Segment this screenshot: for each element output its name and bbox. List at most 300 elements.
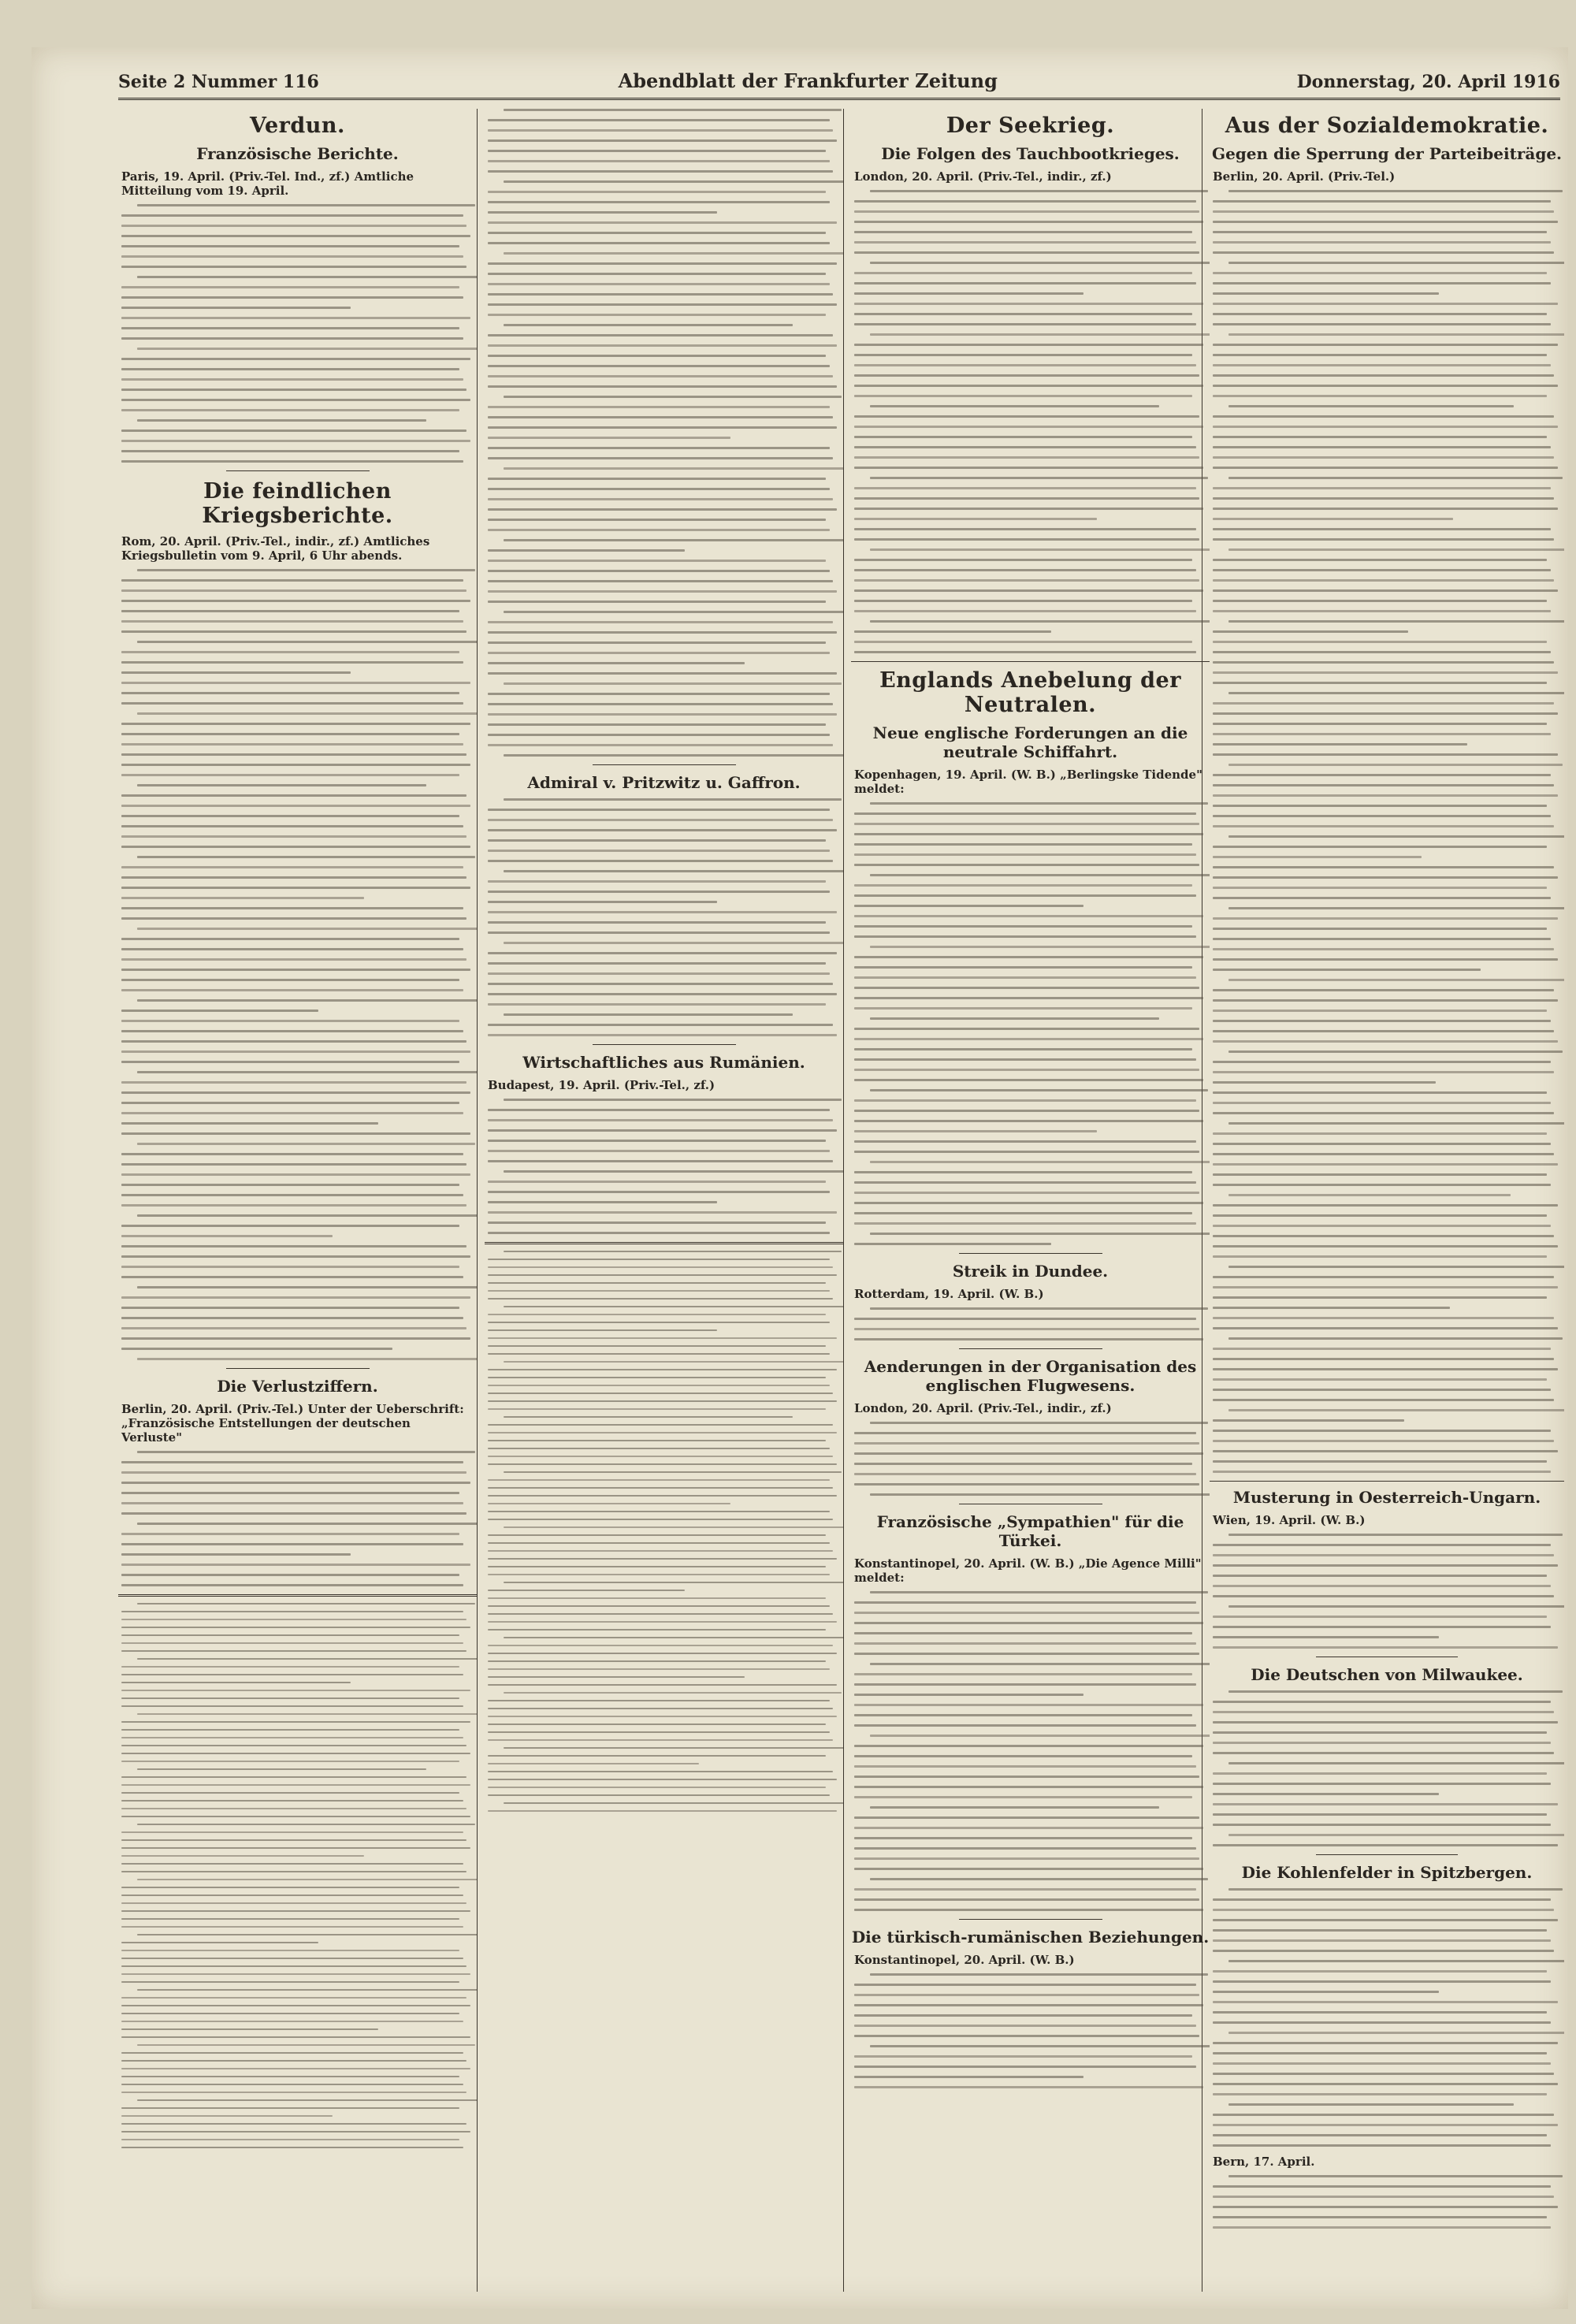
text-line: [504, 1251, 842, 1252]
text-line: [1228, 333, 1564, 336]
text-line: [1213, 1919, 1558, 1921]
text-line: [1228, 1194, 1511, 1196]
text-line: [488, 1558, 837, 1560]
text-line: [488, 1329, 717, 1331]
text-line: [121, 1847, 470, 1849]
text-line: [137, 1824, 475, 1825]
text-line: [121, 2013, 459, 2014]
text-line: [1213, 538, 1554, 541]
text-line: [121, 1965, 466, 1967]
article-body: [1210, 2175, 1564, 2229]
text-line: [137, 348, 477, 350]
text-line: [121, 1091, 470, 1094]
article-dateline: Wien, 19. April. (W. B.): [1213, 1513, 1366, 1527]
text-line: [121, 2036, 470, 2038]
text-line: [488, 560, 826, 562]
text-line: [1213, 436, 1547, 438]
text-line: [121, 235, 470, 237]
text-line: [1213, 1153, 1554, 1155]
newspaper-page: [32, 47, 1568, 2309]
text-line: [854, 1069, 1199, 1071]
text-line: [1213, 241, 1551, 244]
article-dateline: Konstantinopel, 20. April. (W. B.) „Die Agence Milli" meldet:: [854, 1556, 1202, 1585]
article-dateline: Rom, 20. April. (Priv.-Tel., indir., zf.) Amtliches Kriegsbulletin vom 9. April, 6 Uhr abends.: [121, 534, 430, 563]
text-line: [137, 1658, 477, 1660]
text-line: [121, 1887, 459, 1888]
text-line: [488, 303, 837, 306]
text-line: [1213, 1030, 1554, 1032]
text-line: [1228, 692, 1564, 694]
text-line: [1228, 907, 1564, 909]
text-line: [488, 911, 837, 913]
text-line: [121, 1863, 463, 1865]
text-line: [488, 1723, 826, 1725]
text-line: [854, 1243, 1051, 1245]
text-line: [121, 389, 466, 391]
text-line: [1213, 497, 1554, 500]
text-line: [1228, 1122, 1564, 1125]
text-line: [488, 672, 837, 675]
text-line: [488, 1534, 826, 1536]
text-line: [488, 1495, 837, 1497]
text-line: [488, 641, 826, 644]
text-line: [488, 1290, 830, 1292]
text-line: [488, 283, 830, 285]
text-line: [488, 652, 830, 654]
text-line: [854, 487, 1196, 489]
text-line: [854, 1028, 1199, 1030]
text-line: [488, 744, 833, 746]
text-line: [1213, 671, 1558, 674]
text-line: [137, 856, 475, 858]
article-heading: Englands Anebelung der Neutralen.: [879, 668, 1181, 717]
article-dateline: Berlin, 20. April. (Priv.-Tel.): [1213, 169, 1396, 184]
text-line: [1213, 1898, 1551, 1901]
text-line: [1213, 456, 1554, 459]
text-line: [1213, 1430, 1551, 1432]
text-line: [1213, 1307, 1450, 1309]
text-line: [504, 1526, 843, 1528]
text-line: [1213, 2144, 1551, 2147]
text-line: [121, 1584, 463, 1586]
text-line: [121, 1102, 459, 1104]
text-line: [121, 1553, 351, 1556]
text-line: [1213, 303, 1558, 305]
text-line: [1213, 2206, 1558, 2208]
text-line: [121, 1674, 463, 1675]
article-body: [485, 798, 843, 1036]
text-line: [854, 1442, 1199, 1445]
text-line: [488, 631, 837, 634]
text-line: [137, 641, 477, 643]
text-line: [488, 1034, 837, 1036]
article-heading: Die Kohlenfelder in Spitzbergen.: [1241, 1863, 1533, 1882]
text-line: [121, 460, 463, 463]
text-line: [488, 1810, 837, 1812]
text-line: [121, 948, 463, 950]
text-line: [1213, 559, 1547, 561]
text-line: [488, 1645, 833, 1646]
text-line: [870, 1422, 1208, 1424]
text-line: [488, 1771, 833, 1772]
text-line: [121, 846, 470, 848]
text-line: [1213, 1711, 1554, 1713]
text-line: [854, 497, 1199, 500]
text-line: [1213, 569, 1551, 571]
text-line: [121, 2028, 378, 2030]
text-line: [137, 712, 477, 715]
text-line: [137, 1071, 477, 1073]
text-line: [854, 1622, 1203, 1624]
text-line: [1213, 712, 1558, 715]
article-heading: Französische „Sympathien" für die Türkei.: [876, 1512, 1184, 1550]
text-line: [121, 969, 470, 971]
text-line: [1228, 979, 1564, 981]
text-line: [1228, 835, 1564, 838]
text-line: [1213, 1399, 1554, 1401]
text-line: [121, 1650, 466, 1652]
text-line: [488, 355, 826, 357]
text-line: [1213, 1296, 1547, 1299]
text-line: [1228, 1960, 1564, 1962]
text-line: [121, 887, 470, 889]
text-line: [504, 1170, 843, 1173]
text-line: [504, 1013, 793, 1016]
text-line: [121, 1895, 463, 1896]
text-line: [1213, 1803, 1558, 1805]
text-line: [137, 1713, 477, 1715]
text-line: [1213, 1544, 1551, 1546]
text-line: [1213, 528, 1551, 530]
text-line: [1213, 2062, 1551, 2065]
text-line: [488, 1668, 830, 1670]
text-line: [854, 344, 1203, 346]
article-heading: Admiral v. Pritzwitz u. Gaffron.: [527, 773, 801, 792]
text-line: [488, 1129, 837, 1132]
text-line: [504, 1692, 842, 1694]
text-line: [121, 1050, 470, 1053]
text-line: [1213, 753, 1558, 756]
text-line: [488, 1140, 826, 1142]
text-line: [121, 1910, 470, 1912]
text-line: [1213, 2073, 1554, 2075]
text-line: [121, 1776, 466, 1778]
text-line: [121, 1153, 463, 1155]
text-line: [137, 1286, 477, 1288]
text-line: [488, 580, 833, 582]
text-line: [121, 2052, 463, 2054]
text-line: [137, 1523, 477, 1525]
text-line: [504, 754, 843, 757]
text-line: [1213, 467, 1558, 469]
text-line: [1213, 1389, 1551, 1391]
text-line: [121, 307, 351, 309]
text-line: [488, 1739, 833, 1741]
text-line: [1213, 2093, 1547, 2095]
text-line: [1213, 1245, 1558, 1248]
issue-date: Donnerstag, 20. April 1916: [1296, 72, 1560, 92]
text-line: [1213, 2196, 1554, 2198]
text-line: [121, 958, 466, 961]
text-line: [488, 1298, 833, 1300]
text-line: [488, 1345, 826, 1347]
text-line: [488, 416, 833, 418]
text-line: [121, 979, 459, 981]
text-line: [121, 753, 466, 756]
text-line: [1213, 1980, 1551, 1983]
text-line: [1213, 630, 1408, 633]
text-line: [854, 1140, 1196, 1143]
text-line: [121, 1061, 459, 1063]
text-line: [488, 150, 826, 152]
text-line: [504, 1306, 843, 1307]
text-line: [854, 1318, 1196, 1320]
text-line: [504, 539, 843, 541]
article-body: [485, 1099, 843, 1234]
text-line: [1213, 1286, 1558, 1288]
text-line: [488, 1408, 826, 1410]
text-line: [488, 1456, 833, 1457]
text-line: [121, 1255, 470, 1258]
text-line: [854, 200, 1196, 203]
text-line: [854, 925, 1192, 928]
text-line: [854, 935, 1196, 938]
text-line: [854, 600, 1192, 602]
text-line: [854, 1079, 1203, 1081]
column-divider: [477, 109, 478, 2292]
text-line: [1213, 1378, 1547, 1381]
text-line: [1213, 1646, 1558, 1649]
text-line: [488, 621, 833, 623]
text-line: [1228, 1409, 1564, 1411]
text-line: [870, 2045, 1210, 2047]
text-line: [488, 1221, 826, 1224]
article-body: [1210, 190, 1564, 1473]
text-line: [121, 1792, 459, 1794]
text-line: [1213, 1204, 1558, 1207]
text-line: [1213, 1327, 1558, 1329]
text-line: [488, 1621, 837, 1623]
text-line: [1213, 846, 1547, 848]
text-line: [1213, 446, 1551, 448]
text-line: [854, 1673, 1192, 1675]
article-dateline: Budapest, 19. April. (Priv.-Tel., zf.): [488, 1078, 716, 1092]
text-line: [121, 1808, 466, 1809]
text-line: [870, 262, 1210, 264]
text-line: [121, 1471, 466, 1474]
text-line: [1213, 2001, 1558, 2003]
text-line: [488, 1463, 837, 1465]
text-line: [488, 1794, 830, 1796]
text-line: [137, 2099, 477, 2101]
column-4: [1210, 109, 1564, 2292]
text-line: [488, 972, 830, 975]
text-line: [854, 1151, 1199, 1153]
text-line: [121, 589, 466, 592]
text-line: [121, 2021, 463, 2022]
text-line: [121, 661, 463, 664]
text-line: [488, 901, 717, 903]
text-line: [870, 548, 1210, 551]
text-line: [1213, 2021, 1551, 2024]
text-line: [854, 467, 1203, 469]
text-line: [870, 1493, 1210, 1496]
text-line: [1213, 1358, 1554, 1360]
text-line: [488, 488, 830, 490]
feuilleton-section: [118, 1594, 477, 2148]
text-line: [137, 276, 477, 278]
text-line: [488, 437, 730, 439]
text-line: [488, 734, 830, 736]
text-line: [488, 1119, 833, 1121]
text-line: [1213, 661, 1554, 664]
text-line: [870, 405, 1159, 407]
divider: [226, 470, 370, 471]
text-line: [854, 1868, 1203, 1870]
text-line: [488, 1424, 833, 1426]
text-line: [504, 870, 843, 872]
text-line: [121, 1855, 364, 1857]
text-line: [1213, 2124, 1558, 2126]
text-line: [488, 1150, 830, 1152]
text-line: [1213, 292, 1439, 295]
text-line: [854, 2025, 1196, 2027]
text-line: [854, 1683, 1196, 1686]
text-line: [1213, 1173, 1547, 1176]
text-line: [1213, 579, 1554, 582]
text-line: [121, 579, 463, 582]
text-line: [854, 241, 1196, 244]
text-line: [488, 160, 830, 162]
text-line: [854, 528, 1196, 530]
text-line: [488, 590, 837, 593]
text-line: [488, 891, 830, 893]
text-line: [854, 1724, 1196, 1727]
text-line: [1213, 231, 1547, 233]
text-line: [121, 337, 463, 340]
text-line: [1213, 1626, 1551, 1628]
text-line: [1213, 999, 1558, 1002]
text-line: [121, 1997, 466, 1999]
text-line: [488, 1763, 699, 1764]
text-line: [488, 1676, 745, 1678]
text-line: [1213, 856, 1422, 858]
text-line: [854, 1632, 1192, 1634]
text-line: [854, 1612, 1199, 1614]
text-line: [488, 549, 685, 552]
text-line: [121, 671, 351, 674]
text-line: [870, 1017, 1159, 1020]
text-line: [137, 569, 475, 571]
text-line: [121, 610, 459, 612]
text-line: [137, 1989, 477, 1991]
text-line: [854, 915, 1203, 917]
text-line: [1213, 1450, 1558, 1452]
text-line: [488, 293, 833, 296]
text-line: [854, 589, 1203, 592]
text-line: [121, 214, 463, 217]
text-line: [121, 938, 459, 940]
text-line: [1228, 190, 1563, 192]
text-line: [1213, 2226, 1551, 2229]
text-line: [1228, 620, 1564, 623]
text-line: [121, 1634, 459, 1636]
text-line: [488, 1377, 826, 1378]
text-line: [870, 1806, 1159, 1809]
divider: [1316, 1854, 1458, 1855]
text-line: [854, 303, 1203, 305]
text-line: [137, 1143, 475, 1145]
text-line: [488, 993, 837, 995]
article-dateline: Konstantinopel, 20. April. (W. B.): [854, 1953, 1075, 1967]
article-dateline: London, 20. April. (Priv.-Tel., indir., zf.): [854, 169, 1112, 184]
text-line: [488, 1660, 826, 1662]
feuilleton-body: [118, 1603, 477, 2148]
text-line: [121, 1543, 463, 1545]
text-line: [488, 1779, 837, 1780]
text-line: [488, 129, 833, 132]
divider: [226, 1368, 370, 1369]
text-line: [488, 1024, 833, 1026]
text-line: [488, 1322, 830, 1323]
text-line: [121, 825, 463, 827]
text-line: [1213, 374, 1554, 377]
text-line: [854, 1483, 1199, 1486]
text-line: [854, 1909, 1203, 1911]
text-line: [121, 450, 459, 452]
text-line: [488, 1385, 830, 1386]
text-line: [488, 375, 833, 377]
text-line: [488, 1211, 837, 1214]
text-line: [504, 396, 842, 398]
text-line: [504, 611, 843, 613]
text-line: [1228, 1050, 1563, 1053]
text-line: [1213, 897, 1551, 899]
text-line: [488, 262, 837, 265]
text-line: [1213, 1616, 1547, 1618]
text-line: [488, 406, 830, 408]
text-line: [854, 843, 1192, 846]
text-line: [854, 559, 1192, 561]
text-line: [488, 1282, 826, 1284]
text-line: [121, 897, 364, 899]
text-line: [854, 2066, 1196, 2068]
text-line: [488, 1700, 830, 1701]
text-line: [121, 245, 459, 247]
text-line: [121, 1132, 470, 1135]
text-line: [488, 829, 837, 831]
text-line: [1213, 1255, 1547, 1258]
text-line: [854, 641, 1192, 643]
text-line: [488, 426, 837, 429]
text-line: [1228, 1834, 1564, 1836]
text-line: [1213, 354, 1547, 356]
text-line: [854, 1048, 1192, 1050]
text-line: [121, 600, 470, 602]
text-line: [1213, 1844, 1558, 1846]
text-line: [121, 1492, 459, 1494]
divider: [851, 661, 1210, 662]
text-line: [854, 374, 1199, 377]
text-line: [121, 1753, 470, 1754]
text-line: [121, 630, 466, 633]
text-line: [1213, 1112, 1554, 1114]
text-line: [870, 802, 1208, 805]
divider: [593, 764, 736, 765]
text-line: [121, 2076, 459, 2077]
text-line: [121, 1721, 470, 1723]
text-line: [854, 2014, 1192, 2017]
